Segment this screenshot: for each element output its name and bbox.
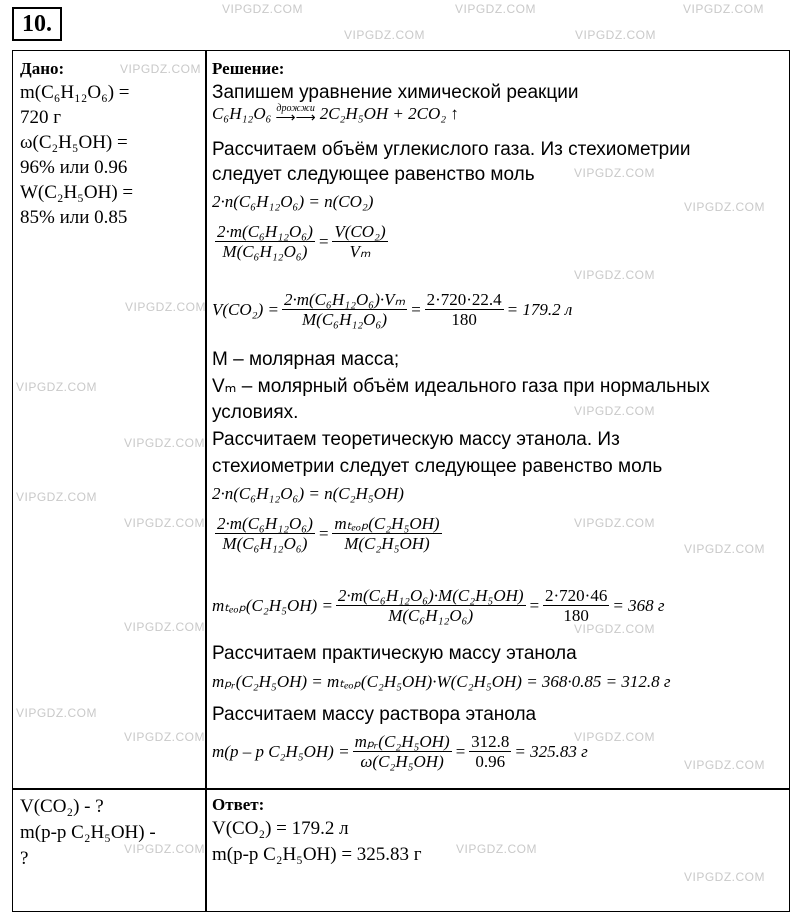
numerator: mₜₑₒₚ(C₂H₅OH)	[334, 514, 440, 533]
equation-result: = 325.83 г	[514, 741, 588, 761]
numerator: 2·720·46	[545, 586, 608, 605]
fraction	[425, 290, 504, 329]
find-line: ?	[20, 848, 29, 869]
given-line: 96% или 0.96	[20, 157, 128, 178]
watermark: VIPGDZ.COM	[125, 300, 207, 314]
solution-text: стехиометрии следует следующее равенство моль	[212, 456, 663, 477]
denominator: 0.96	[475, 752, 506, 771]
fraction	[332, 222, 387, 261]
reaction-products: 2C₂H₅OH + 2CO₂ ↑	[319, 104, 459, 123]
reaction-equation	[212, 104, 459, 124]
row-divider	[12, 788, 790, 790]
watermark: VIPGDZ.COM	[16, 706, 98, 720]
answer-line: V(CO₂) = 179.2 л	[212, 818, 349, 839]
given-section	[20, 58, 133, 229]
watermark: VIPGDZ.COM	[574, 730, 656, 744]
equation-result: = 179.2 л	[506, 299, 573, 319]
given-header: Дано:	[20, 59, 65, 78]
denominator: Vₘ	[349, 242, 371, 261]
fraction	[215, 222, 315, 261]
watermark: VIPGDZ.COM	[575, 28, 657, 42]
watermark: VIPGDZ.COM	[574, 166, 656, 180]
equation-result: = 368 г	[612, 595, 665, 615]
numerator: 2·m(C₆H₁₂O₆)	[217, 514, 313, 533]
solution-text: Запишем уравнение химической реакции	[212, 82, 579, 103]
watermark: VIPGDZ.COM	[574, 516, 656, 530]
watermark: VIPGDZ.COM	[124, 436, 206, 450]
reaction-catalyst: дрожжи	[276, 103, 315, 114]
denominator: ω(C₂H₅OH)	[360, 752, 444, 771]
watermark: VIPGDZ.COM	[574, 622, 656, 636]
find-line: m(р-р C₂H₅OH) -	[20, 822, 156, 843]
watermark: VIPGDZ.COM	[684, 870, 766, 884]
denominator: 180	[563, 606, 589, 625]
denominator: M(C₆H₁₂O₆)	[222, 534, 308, 553]
watermark: VIPGDZ.COM	[16, 490, 98, 504]
problem-number: 10.	[12, 7, 62, 41]
solution-text: Рассчитаем практическую массу этанола	[212, 643, 577, 664]
numerator: V(CO₂)	[334, 222, 386, 241]
solution-text: следует следующее равенство моль	[212, 164, 535, 185]
equation-volume-co2: V(CO₂) = $\frac{\text{2·m(C₆H₁₂O₆)·Vₘ}}{\text{M(C₆H₁₂O₆)}}$ = $\frac{2\cdot 720\cdot 22.4}{180}$ = 179.2 л	[212, 290, 573, 329]
fraction	[336, 586, 526, 625]
solution-text: M – молярная масса;	[212, 349, 400, 370]
equation-term: mₜₑₒₚ(C₂H₅OH) =	[212, 595, 333, 615]
watermark: VIPGDZ.COM	[683, 2, 765, 16]
equation-moles-ethanol: 2·n(C₆H₁₂O₆) = n(C₂H₅OH)	[212, 484, 404, 503]
numerator: 2·720·22.4	[426, 290, 502, 309]
numerator: 2·m(C₆H₁₂O₆)	[217, 222, 313, 241]
equation-ratio-co2: $\frac{\text{2·m(C₆H₁₂O₆)}}{\text{M(C₆H₁₂O₆)}}$ = $\frac{\text{V(CO₂)}}{\text{Vₘ}}$	[217, 222, 386, 261]
watermark: VIPGDZ.COM	[344, 28, 426, 42]
equation-theoretical-mass: mₜₑₒₚ(C₂H₅OH) = $\frac{\text{2·m(C₆H₁₂O₆)·M(C₂H₅OH)}}{\text{M(C₆H₁₂O₆)}}$ = $\frac{2\cdot 720\cdot 46}{180}$ = 368 г	[212, 586, 665, 625]
arrow-icon: ⟶⟶	[275, 111, 316, 126]
find-line: V(CO₂) - ?	[20, 796, 104, 817]
equation-term: m(p – p C₂H₅OH) =	[212, 741, 350, 761]
denominator: M(C₂H₅OH)	[344, 534, 430, 553]
fraction	[282, 290, 407, 329]
reaction-arrow	[276, 104, 316, 124]
denominator: 180	[451, 310, 477, 329]
solution-text: Рассчитаем объём углекислого газа. Из стехиометрии	[212, 139, 691, 160]
denominator: M(C₆H₁₂O₆)	[222, 242, 308, 261]
given-line: m(C₆H₁₂O₆) =	[20, 82, 130, 103]
fraction	[215, 514, 315, 553]
column-divider	[205, 50, 207, 912]
numerator: 2·m(C₆H₁₂O₆)·M(C₂H₅OH)	[337, 586, 524, 605]
equation-ratio-ethanol: $\frac{\text{2·m(C₆H₁₂O₆)}}{\text{M(C₆H₁₂O₆)}}$ = $\frac{\text{mₜₑₒₚ(C₂H₅OH)}}{\text{M(C₂H₅OH)}}$	[217, 514, 440, 553]
watermark: VIPGDZ.COM	[16, 380, 98, 394]
solution-text: Рассчитаем массу раствора этанола	[212, 704, 537, 725]
fraction	[469, 732, 511, 771]
given-line: 720 г	[20, 107, 62, 128]
equation-moles-co2: 2·n(C₆H₁₂O₆) = n(CO₂)	[212, 192, 374, 211]
denominator: M(C₆H₁₂O₆)	[302, 310, 388, 329]
watermark: VIPGDZ.COM	[684, 200, 766, 214]
equation-solution-mass: m(p – p C₂H₅OH) = $\frac{\text{mₚᵣ(C₂H₅OH)}}{\text{ω(C₂H₅OH)}}$ = $\frac{312.8}{0.96}$ = 325.83 г	[212, 732, 588, 771]
watermark: VIPGDZ.COM	[222, 2, 304, 16]
watermark: VIPGDZ.COM	[574, 268, 656, 282]
fraction	[332, 514, 441, 553]
denominator: M(C₆H₁₂O₆)	[388, 606, 474, 625]
fraction	[353, 732, 452, 771]
numerator: 312.8	[471, 732, 510, 751]
fraction	[543, 586, 609, 625]
numerator: 2·m(C₆H₁₂O₆)·Vₘ	[283, 290, 406, 309]
solution-header: Решение:	[212, 59, 285, 78]
watermark: VIPGDZ.COM	[684, 542, 766, 556]
answer-line: m(р-р C₂H₅OH) = 325.83 г	[212, 844, 422, 865]
watermark: VIPGDZ.COM	[124, 842, 206, 856]
numerator: mₚᵣ(C₂H₅OH)	[354, 732, 450, 751]
watermark: VIPGDZ.COM	[455, 2, 537, 16]
watermark: VIPGDZ.COM	[456, 842, 538, 856]
find-section	[20, 796, 156, 870]
solution-text: Vₘ – молярный объём идеального газа при нормальных	[212, 376, 710, 397]
watermark: VIPGDZ.COM	[120, 62, 202, 76]
solution-text: Рассчитаем теоретическую массу этанола. Из	[212, 429, 620, 450]
watermark: VIPGDZ.COM	[124, 516, 206, 530]
answer-header: Ответ:	[212, 795, 265, 814]
watermark: VIPGDZ.COM	[124, 730, 206, 744]
reaction-reactant: C₆H₁₂O₆	[212, 104, 272, 123]
given-line: 85% или 0.85	[20, 207, 128, 228]
answer-section	[212, 794, 422, 866]
equation-term: V(CO₂) =	[212, 299, 279, 319]
watermark: VIPGDZ.COM	[574, 404, 656, 418]
solution-text: условиях.	[212, 402, 299, 423]
watermark: VIPGDZ.COM	[684, 758, 766, 772]
given-line: W(C₂H₅OH) =	[20, 182, 134, 203]
given-line: ω(C₂H₅OH) =	[20, 132, 128, 153]
watermark: VIPGDZ.COM	[124, 620, 206, 634]
equation-practical-mass: mₚᵣ(C₂H₅OH) = mₜₑₒₚ(C₂H₅OH)·W(C₂H₅OH) = 368·0.85 = 312.8 г	[212, 672, 671, 691]
